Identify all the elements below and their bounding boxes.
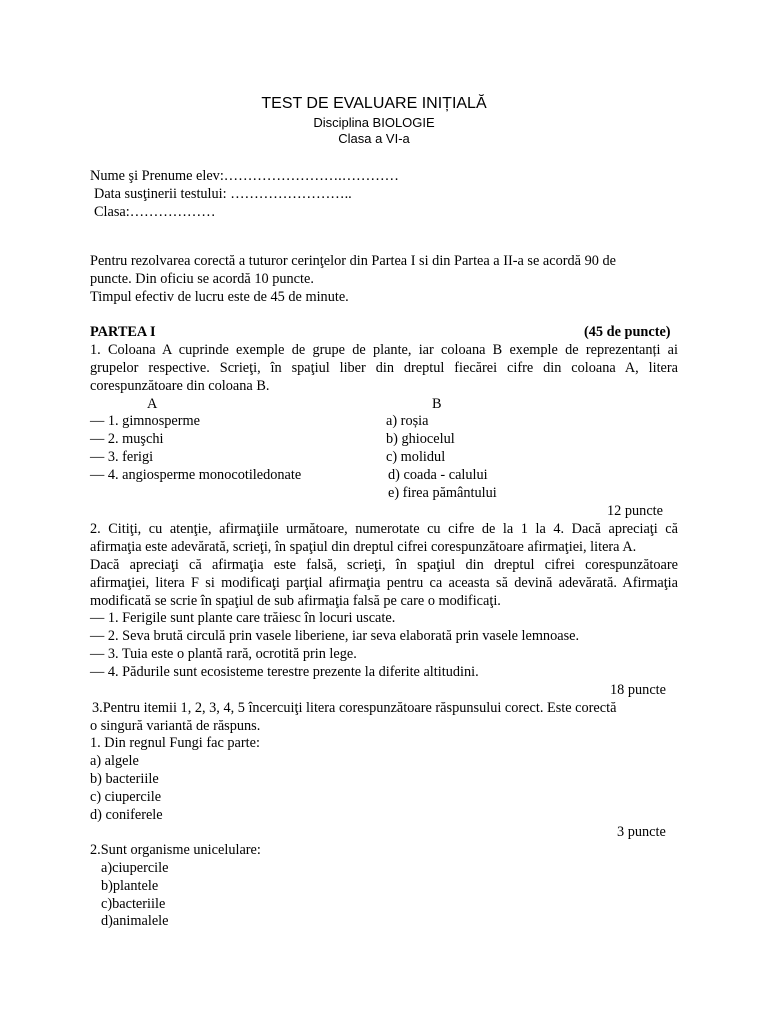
q1-line-1: 1. Coloana A cuprinde exemple de grupe de plante, iar coloana B exemple de reprezentanți ai xyxy=(90,342,678,358)
q2-line-3: Dacă apreciaţi că afirmaţia este falsă, scrieţi, în spaţiul din dreptul cifrei corespunzătoare xyxy=(90,557,678,573)
q2-statement: — 3. Tuia este o plantă rară, ocrotită prin lege. xyxy=(90,646,357,662)
q3-item2-option: c)bacteriile xyxy=(101,896,166,912)
column-b-item: a) roșia xyxy=(386,413,429,429)
q1-line-2: grupelor respective. Scrieţi, în spaţiul liber din dreptul fiecărei cifre din coloana A, litera xyxy=(90,360,678,376)
q2-line-4: afirmaţiei, litera F si modificaţi parţial afirmaţia pentru ca aceasta să devină adevărată. Afirmaţia xyxy=(90,575,678,591)
column-b-item: c) molidul xyxy=(386,449,446,465)
exam-date-field: Data susţinerii testului: …………………….. xyxy=(94,186,352,202)
column-b-header: B xyxy=(432,396,442,412)
q3-item2-question: 2.Sunt organisme unicelulare: xyxy=(90,842,261,858)
class-field: Clasa:……………… xyxy=(94,204,216,220)
q1-points: 12 puncte xyxy=(607,503,663,519)
q2-statement: — 2. Seva brută circulă prin vasele liberiene, iar seva elaborată prin vasele lemnoase. xyxy=(90,628,580,644)
q3-item2-option: d)animalele xyxy=(101,913,169,929)
column-a-item: — 4. angiosperme monocotiledonate xyxy=(90,467,302,483)
q3-item1-option: c) ciupercile xyxy=(90,789,162,805)
column-b-item: e) firea pământului xyxy=(388,485,497,501)
q3-item1-option: b) bacteriile xyxy=(90,771,159,787)
q3-line-1: 3.Pentru itemii 1, 2, 3, 4, 5 încercuiţi litera corespunzătoare răspunsului corect. Este corectă xyxy=(92,700,617,716)
q3-item2-option: b)plantele xyxy=(101,878,159,894)
q3-item1-option: a) algele xyxy=(90,753,139,769)
q2-statement: — 1. Ferigile sunt plante care trăiesc în locuri uscate. xyxy=(90,610,396,626)
q2-line-5: modificată se scrie în spaţiul de sub afirmaţia falsă pe care o modificaţi. xyxy=(90,593,501,609)
discipline-label: Disciplina BIOLOGIE xyxy=(313,115,435,130)
column-a-header: A xyxy=(147,396,158,412)
column-b-item: d) coada - calului xyxy=(388,467,488,483)
part1-title: PARTEA I xyxy=(90,324,156,340)
q2-points: 18 puncte xyxy=(610,682,666,698)
intro-line-1: Pentru rezolvarea corectă a tuturor cerinţelor din Partea I si din Partea a II-a se acordă 90 de xyxy=(90,253,616,269)
q2-line-1: 2. Citiţi, cu atenţie, afirmaţiile următoare, numerotate cu cifre de la 1 la 4. Dacă apreciaţi că xyxy=(90,521,678,537)
q3-line-2: o singură variantă de răspuns. xyxy=(90,718,261,734)
q3-item1-option: d) coniferele xyxy=(90,807,163,823)
column-a-item: — 2. muşchi xyxy=(90,431,164,447)
q3-item1-points: 3 puncte xyxy=(617,824,666,840)
q3-item1-question: 1. Din regnul Fungi fac parte: xyxy=(90,735,260,751)
column-a-item: — 3. ferigi xyxy=(90,449,154,465)
q3-item2-option: a)ciupercile xyxy=(101,860,169,876)
test-title: TEST DE EVALUARE INIȚIALĂ xyxy=(261,95,487,112)
q1-line-3: corespunzătoare din coloana B. xyxy=(90,378,270,394)
student-name-field: Nume şi Prenume elev:…………………….………… xyxy=(90,168,399,184)
part1-points: (45 de puncte) xyxy=(584,324,671,340)
column-a-item: — 1. gimnosperme xyxy=(90,413,200,429)
intro-line-3: Timpul efectiv de lucru este de 45 de minute. xyxy=(90,289,349,305)
class-label: Clasa a VI-a xyxy=(338,131,410,146)
intro-line-2: puncte. Din oficiu se acordă 10 puncte. xyxy=(90,271,314,287)
q2-line-2: afirmaţia este adevărată, scrieţi, în spaţiul din dreptul cifrei corespunzătoare afirmaţiei, litera A. xyxy=(90,539,637,555)
column-b-item: b) ghiocelul xyxy=(386,431,455,447)
q2-statement: — 4. Pădurile sunt ecosisteme terestre prezente la diferite altitudini. xyxy=(90,664,479,680)
